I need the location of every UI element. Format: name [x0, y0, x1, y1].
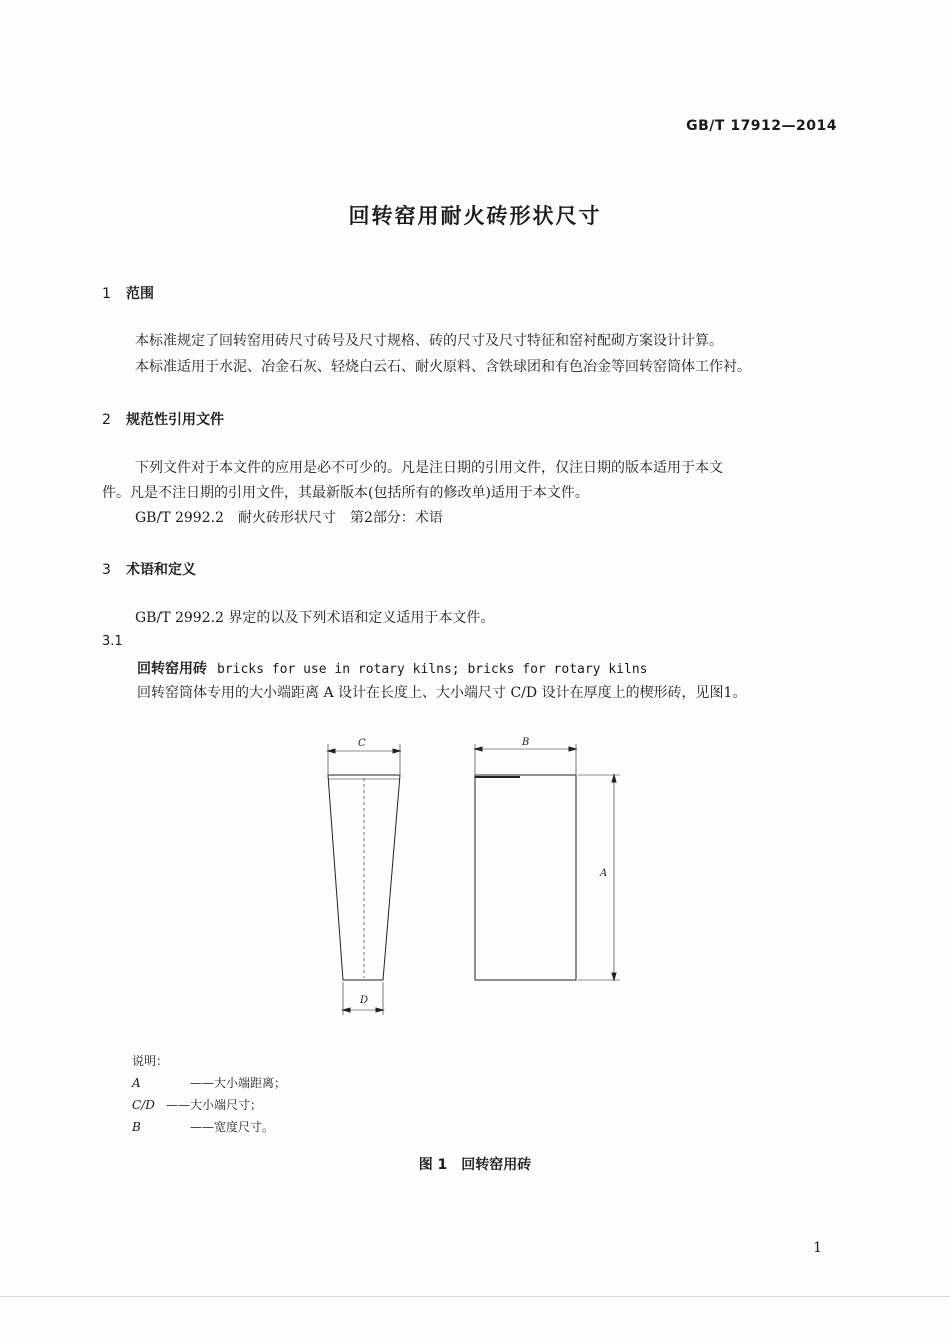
section-3-intro: GB/T 2992.2 界定的以及下列术语和定义适用于本文件。 [135, 610, 495, 626]
section-3-number: 3 [102, 562, 111, 578]
legend-symbol: A [132, 1076, 141, 1090]
label-c: C [358, 738, 366, 749]
term-english: bricks for use in rotary kilns; bricks for rotary kilns [217, 662, 648, 677]
legend-row [132, 1116, 286, 1138]
section-1-heading [102, 283, 154, 303]
legend-text: 大小端距离； [214, 1076, 287, 1090]
section-1-number: 1 [102, 286, 111, 302]
figure-legend [132, 1050, 286, 1138]
brick-drawing [300, 730, 640, 1020]
side-view-outline [475, 775, 576, 980]
standard-number: GB/T 17912—2014 [686, 118, 837, 134]
term-chinese: 回转窑用砖 [137, 661, 207, 677]
figure-caption: 图 1 回转窑用砖 [418, 1157, 532, 1173]
section-2-number: 2 [102, 412, 111, 428]
clause-3-1-number: 3.1 [102, 634, 123, 649]
legend-separator: —— [190, 1076, 214, 1090]
legend-text: 宽度尺寸。 [214, 1120, 275, 1134]
section-2-title: 规范性引用文件 [126, 412, 224, 428]
section-1-paragraph-2: 本标准适用于水泥、冶金石灰、轻烧白云石、耐火原料、含铁球团和有色冶金等回转窑筒体工作衬。 [135, 359, 751, 375]
section-3-title: 术语和定义 [126, 562, 196, 578]
page-bottom-rule [0, 1296, 950, 1297]
section-2-paragraph-line-1: 下列文件对于本文件的应用是必不可少的。凡是注日期的引用文件，仅注日期的版本适用于本文 [135, 460, 723, 476]
section-2-heading [102, 409, 224, 429]
section-2-paragraph-line-2: 件。凡是不注日期的引用文件，其最新版本(包括所有的修改单)适用于本文件。 [102, 485, 589, 501]
tapered-brick-outline [328, 775, 400, 980]
page-number: 1 [813, 1240, 822, 1256]
legend-separator: —— [166, 1098, 190, 1112]
term-definition: 回转窑筒体专用的大小端距离 A 设计在长度上、大小端尺寸 C/D 设计在厚度上的楔形砖，见图1。 [137, 685, 747, 701]
label-a: A [600, 868, 608, 879]
label-b: B [522, 737, 530, 748]
section-1-title: 范围 [126, 286, 154, 302]
section-3-heading [102, 559, 196, 579]
term-entry [137, 658, 647, 678]
section-1-paragraph-1: 本标准规定了回转窑用砖尺寸砖号及尺寸规格、砖的尺寸及尺寸特征和窑衬配砌方案设计计算。 [135, 333, 723, 349]
legend-row [132, 1094, 286, 1116]
document-title: 回转窑用耐火砖形状尺寸 [348, 204, 602, 228]
legend-separator: —— [190, 1120, 214, 1134]
label-d: D [360, 995, 369, 1006]
legend-symbol: B [132, 1120, 141, 1134]
legend-text: 大小端尺寸； [190, 1098, 263, 1112]
legend-title: 说明： [132, 1054, 169, 1068]
legend-symbol: C/D [132, 1098, 155, 1112]
normative-reference: GB/T 2992.2 耐火砖形状尺寸 第2部分：术语 [135, 510, 443, 526]
legend-row [132, 1072, 286, 1094]
